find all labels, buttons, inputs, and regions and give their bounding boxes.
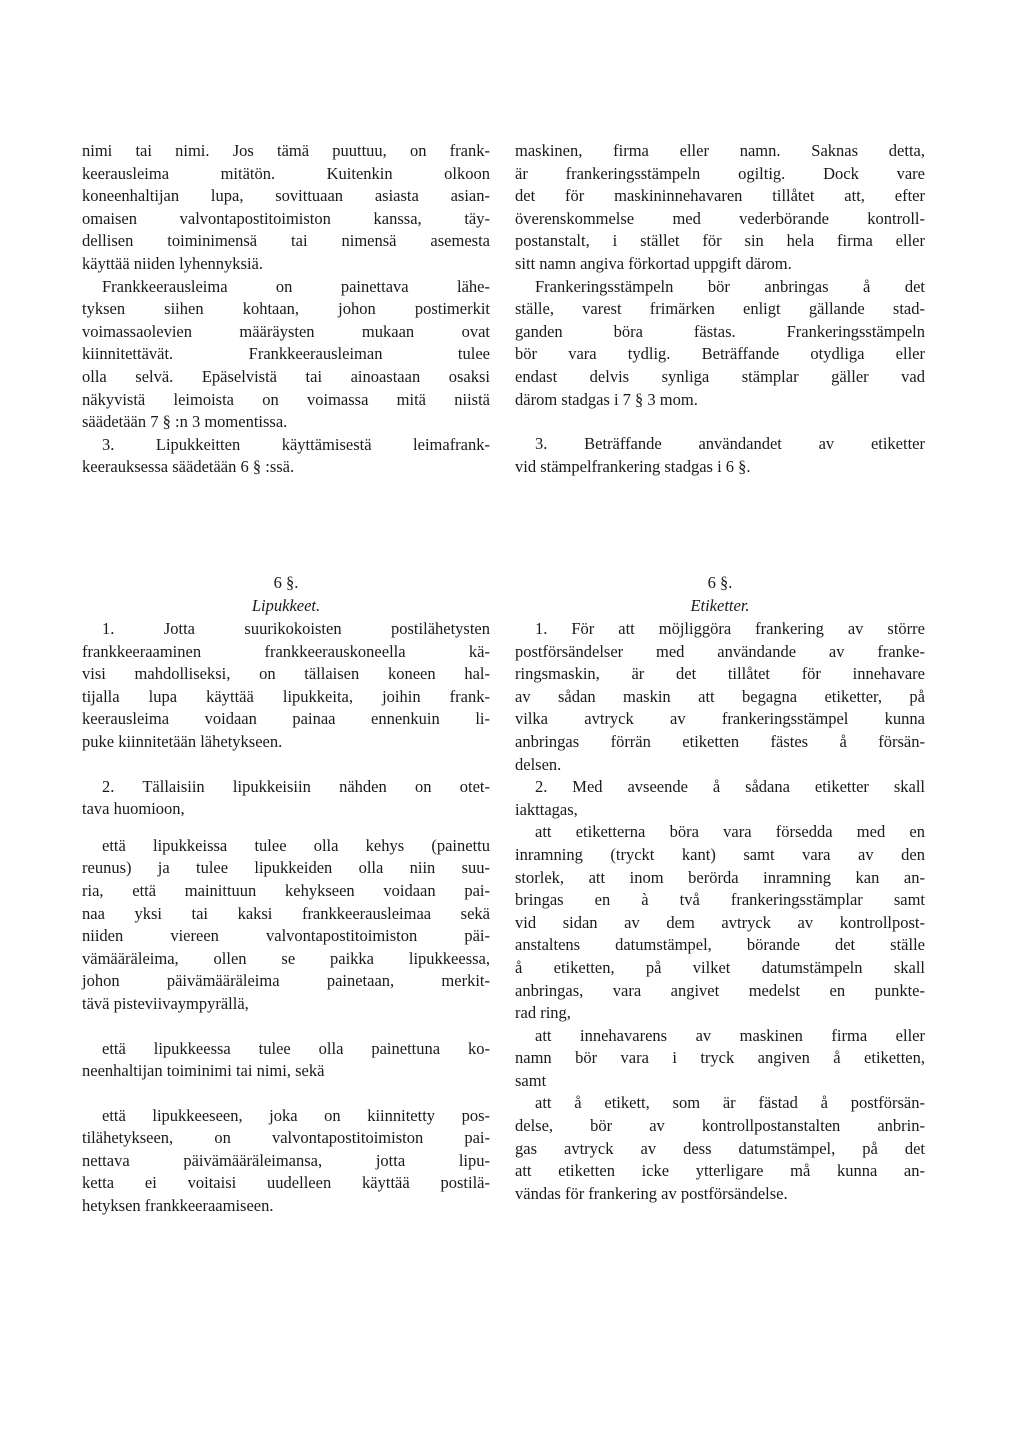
text-line: 3. Beträffande användandet av etiketter: [535, 434, 925, 454]
text-line: omaisen valvontapostitoimiston kanssa, täy-: [82, 208, 490, 228]
text-line: storlek, att inom berörda inramning kan an-: [515, 867, 925, 887]
text-line: nettava päivämääräleimansa, jotta lipu-: [82, 1150, 490, 1170]
swedish-column-bottom: [515, 572, 925, 1205]
text-line: tijalla lupa käyttää lipukkeita, joihin frank-: [82, 686, 490, 706]
text-line: rad ring,: [515, 1003, 571, 1023]
text-line: tävä pisteviivaympyrällä,: [82, 993, 249, 1013]
text-line: tilähetykseen, on valvontapostitoimiston pai-: [82, 1128, 490, 1148]
text-line: 1. För att möjliggöra frankering av större: [535, 619, 925, 638]
text-line: keerauksessa säädetään 6 § :ssä.: [82, 457, 295, 477]
text-line: delse, bör av kontrollpostanstalten anbrin-: [515, 1116, 925, 1136]
text-line: vämääräleima, ollen se paikka lipukkeessa,: [82, 948, 490, 968]
text-line: Frankkeerausleima on painettava lähe-: [102, 276, 490, 296]
text-line: kiinnitettävät. Frankkeerausleiman tulee: [82, 344, 490, 364]
text-line: johon päivämääräleima painetaan, merkit-: [82, 971, 490, 991]
spacer: [82, 754, 490, 776]
text-line: ställe, varest frimärken enligt gällande stad-: [515, 299, 925, 319]
text-line: tyksen siihen kohtaan, johon postimerkit: [82, 299, 490, 319]
text-line: nimi tai nimi. Jos tämä puuttuu, on frank-: [82, 141, 490, 160]
text-line: av sådan maskin att begagna etiketter, på: [515, 686, 925, 706]
text-line: postanstalt, i stället för sin hela firma eller: [515, 231, 925, 251]
spacer: [82, 1016, 490, 1038]
section-number: 6 §.: [273, 573, 299, 592]
text-line: käyttää niiden lyhennyksiä.: [82, 253, 263, 273]
text-line: keerausleima voidaan painaa ennenkuin li-: [82, 709, 490, 729]
text-line: namn bör vara i tryck angiven å etiketten,: [515, 1048, 925, 1068]
text-line: naa yksi tai kaksi frankkeerausleimaa sekä: [82, 903, 490, 923]
text-line: 1. Jotta suurikokoisten postilähetysten: [102, 619, 490, 638]
text-line: samt: [515, 1070, 547, 1090]
text-line: ganden böra fästas. Frankeringsstämpeln: [515, 321, 925, 341]
text-line: endast delvis synliga stämplar gäller vad: [515, 366, 925, 386]
text-line: det för maskininnehavaren tillåtet att, efter: [515, 186, 925, 206]
text-line: voimassaolevien määräysten mukaan ovat: [82, 321, 490, 341]
text-line: inramning (tryckt kant) samt vara av den: [515, 844, 925, 864]
text-line: iakttagas,: [515, 799, 578, 819]
text-line: visi mahdolliseksi, on tällaisen koneen hal-: [82, 664, 490, 684]
text-line: näkyvistä leimoista on voimassa mitä niistä: [82, 389, 490, 409]
text-line: bringas en à två frankeringsstämplar samt: [515, 890, 925, 910]
text-line: ketta ei voitaisi uudelleen käyttää postilä-: [82, 1173, 490, 1193]
finnish-column-bottom: [82, 572, 490, 1218]
text-line: är frankeringsstämpeln ogiltig. Dock vare: [515, 163, 925, 183]
text-line: 2. Med avseende å sådana etiketter skall: [535, 777, 925, 797]
text-line: vid sidan av dem avtryck av kontrollpost-: [515, 912, 925, 932]
text-line: säädetään 7 § :n 3 momentissa.: [82, 412, 288, 432]
text-line: att innehavarens av maskinen firma eller: [535, 1025, 925, 1045]
text-line: 2. Tällaisiin lipukkeisiin nähden on otet-: [102, 776, 490, 796]
text-line: että lipukkeeseen, joka on kiinnitetty pos-: [102, 1105, 490, 1125]
text-line: koneenhaltijan lupa, sovittuaan asiasta asian-: [82, 186, 490, 206]
text-line: reunus) ja tulee lipukkeiden olla niin suu-: [82, 858, 490, 878]
text-line: tava huomioon,: [82, 799, 185, 819]
section-title: Etiketter.: [690, 596, 750, 615]
spacer: [82, 1083, 490, 1105]
text-line: olla selvä. Epäselvistä tai ainoastaan osaksi: [82, 366, 490, 386]
section-number: 6 §.: [707, 573, 733, 592]
text-line: postförsändelser med användande av franke-: [515, 641, 925, 661]
text-line: anbringas, vara angivet medelst en punkte-: [515, 980, 925, 1000]
text-line: å etiketten, på vilket datumstämpeln skall: [515, 957, 925, 977]
text-line: därom stadgas i 7 § 3 mom.: [515, 389, 698, 409]
swedish-column-top: [515, 140, 925, 478]
text-line: neenhaltijan toiminimi tai nimi, sekä: [82, 1061, 325, 1081]
spacer: [82, 821, 490, 835]
text-line: keerausleima mitätön. Kuitenkin olkoon: [82, 163, 490, 183]
text-line: ringsmaskin, är det tillåtet för innehavare: [515, 664, 925, 684]
spacer: [515, 411, 925, 433]
text-line: dellisen toiminimensä tai nimensä asemesta: [82, 231, 490, 251]
text-line: puke kiinnitetään lähetykseen.: [82, 731, 283, 751]
text-line: att etiketterna böra vara försedda med en: [535, 822, 925, 842]
text-line: frankkeeraaminen frankkeerauskoneella kä-: [82, 641, 490, 661]
text-line: Frankeringsstämpeln bör anbringas å det: [535, 276, 925, 296]
text-line: gas avtryck av dess datumstämpel, på det: [515, 1138, 925, 1158]
text-line: att å etikett, som är fästad å postförsän-: [535, 1093, 925, 1113]
finnish-column-top: [82, 140, 490, 479]
text-line: niiden viereen valvontapostitoimiston päi-: [82, 926, 490, 946]
text-line: ria, että mainittuun kehykseen voidaan pai-: [82, 880, 490, 900]
text-line: överenskommelse med vederbörande kontroll-: [515, 208, 925, 228]
text-line: että lipukkeissa tulee olla kehys (painettu: [102, 835, 490, 855]
text-line: vid stämpelfrankering stadgas i 6 §.: [515, 456, 751, 476]
text-line: 3. Lipukkeitten käyttämisestä leimafrank-: [102, 434, 490, 454]
text-line: bör vara tydlig. Beträffande otydliga eller: [515, 344, 925, 364]
text-line: anstaltens datumstämpel, börande det ställe: [515, 935, 925, 955]
section-title: Lipukkeet.: [251, 596, 321, 615]
text-line: vilka avtryck av frankeringsstämpel kunna: [515, 709, 925, 729]
text-line: anbringas förrän etiketten fästes å försän-: [515, 731, 925, 751]
text-line: maskinen, firma eller namn. Saknas detta,: [515, 141, 925, 160]
text-line: hetyksen frankkeeraamiseen.: [82, 1196, 274, 1216]
text-line: att etiketten icke ytterligare må kunna an-: [515, 1161, 925, 1181]
text-line: vändas för frankering av postförsändelse.: [515, 1183, 788, 1203]
text-line: delsen.: [515, 754, 562, 774]
text-line: sitt namn angiva förkortad uppgift därom.: [515, 253, 792, 273]
text-line: että lipukkeessa tulee olla painettuna ko-: [102, 1038, 490, 1058]
